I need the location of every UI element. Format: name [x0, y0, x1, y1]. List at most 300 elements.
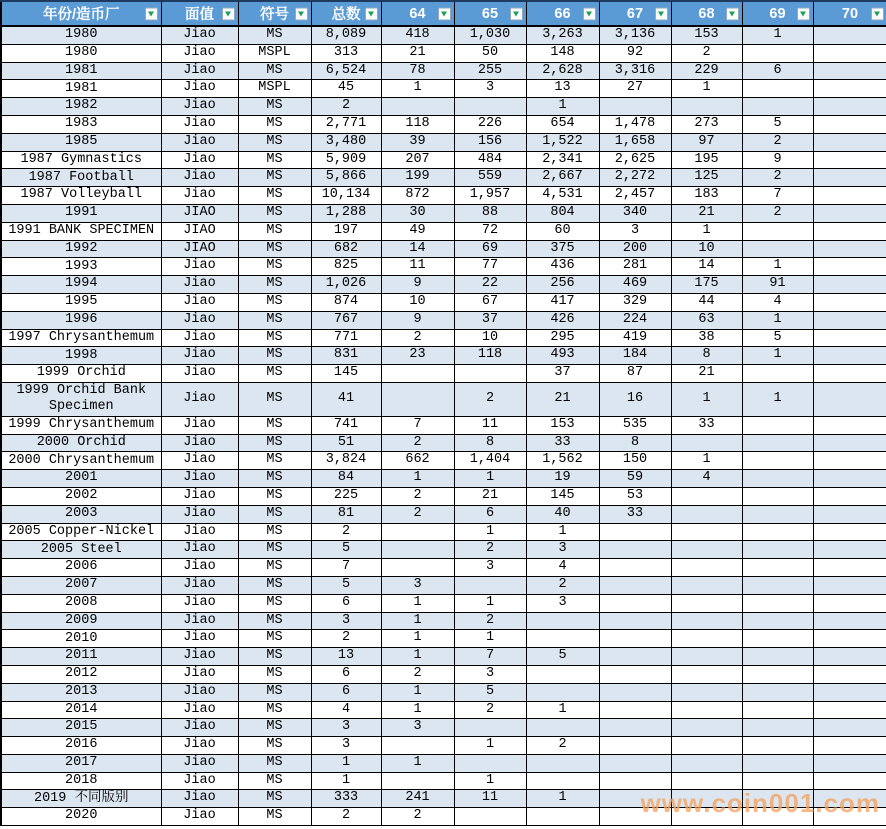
cell[interactable]: Jiao: [161, 434, 238, 452]
cell[interactable]: 87: [599, 365, 671, 383]
cell[interactable]: 3: [381, 576, 454, 594]
cell[interactable]: [813, 790, 886, 808]
cell[interactable]: 53: [599, 487, 671, 505]
cell[interactable]: 1: [671, 452, 742, 470]
cell[interactable]: Jiao: [161, 470, 238, 488]
cell[interactable]: [742, 240, 813, 258]
cell[interactable]: Jiao: [161, 487, 238, 505]
cell[interactable]: 145: [526, 487, 599, 505]
cell[interactable]: [671, 790, 742, 808]
cell[interactable]: MS: [238, 365, 311, 383]
cell[interactable]: Jiao: [161, 559, 238, 577]
cell[interactable]: [599, 754, 671, 772]
cell[interactable]: 419: [599, 329, 671, 347]
cell[interactable]: 1,478: [599, 115, 671, 133]
cell[interactable]: MS: [238, 523, 311, 541]
cell[interactable]: 3: [381, 719, 454, 737]
cell[interactable]: 1: [381, 701, 454, 719]
cell[interactable]: [526, 808, 599, 826]
cell[interactable]: MS: [238, 416, 311, 434]
cell[interactable]: 33: [526, 434, 599, 452]
cell[interactable]: Jiao: [161, 44, 238, 62]
cell[interactable]: 1: [381, 470, 454, 488]
cell[interactable]: [671, 541, 742, 559]
cell[interactable]: [813, 683, 886, 701]
cell[interactable]: [381, 737, 454, 755]
year-mint-cell[interactable]: 2013: [1, 683, 161, 701]
cell[interactable]: [742, 630, 813, 648]
cell[interactable]: 4: [671, 470, 742, 488]
cell[interactable]: [813, 365, 886, 383]
cell[interactable]: [599, 576, 671, 594]
cell[interactable]: [599, 701, 671, 719]
cell[interactable]: MS: [238, 133, 311, 151]
cell[interactable]: MS: [238, 594, 311, 612]
cell[interactable]: 2,667: [526, 169, 599, 187]
cell[interactable]: 148: [526, 44, 599, 62]
cell[interactable]: 2: [526, 737, 599, 755]
cell[interactable]: Jiao: [161, 665, 238, 683]
cell[interactable]: MS: [238, 115, 311, 133]
cell[interactable]: 1: [454, 470, 526, 488]
cell[interactable]: Jiao: [161, 523, 238, 541]
cell[interactable]: MS: [238, 630, 311, 648]
cell[interactable]: 559: [454, 169, 526, 187]
year-mint-cell[interactable]: 1987 Football: [1, 169, 161, 187]
cell[interactable]: 872: [381, 187, 454, 205]
cell[interactable]: 340: [599, 204, 671, 222]
cell[interactable]: 5: [311, 576, 381, 594]
cell[interactable]: JIAO: [161, 222, 238, 240]
cell[interactable]: [454, 754, 526, 772]
cell[interactable]: MS: [238, 151, 311, 169]
cell[interactable]: [742, 808, 813, 826]
cell[interactable]: MSPL: [238, 80, 311, 98]
filter-dropdown-button[interactable]: [655, 7, 668, 20]
cell[interactable]: Jiao: [161, 576, 238, 594]
cell[interactable]: 2: [742, 169, 813, 187]
year-mint-cell[interactable]: 2014: [1, 701, 161, 719]
cell[interactable]: 63: [671, 311, 742, 329]
cell[interactable]: 19: [526, 470, 599, 488]
cell[interactable]: 84: [311, 470, 381, 488]
cell[interactable]: 3: [311, 737, 381, 755]
cell[interactable]: [742, 487, 813, 505]
cell[interactable]: [671, 594, 742, 612]
cell[interactable]: 229: [671, 62, 742, 80]
cell[interactable]: MS: [238, 487, 311, 505]
cell[interactable]: Jiao: [161, 382, 238, 416]
cell[interactable]: Jiao: [161, 365, 238, 383]
cell[interactable]: 5,866: [311, 169, 381, 187]
year-mint-cell[interactable]: 1981: [1, 80, 161, 98]
cell[interactable]: [742, 505, 813, 523]
cell[interactable]: 175: [671, 276, 742, 294]
cell[interactable]: 13: [526, 80, 599, 98]
cell[interactable]: 6,524: [311, 62, 381, 80]
cell[interactable]: 1: [671, 80, 742, 98]
cell[interactable]: [813, 80, 886, 98]
cell[interactable]: 484: [454, 151, 526, 169]
cell[interactable]: [526, 719, 599, 737]
cell[interactable]: 21: [671, 365, 742, 383]
year-mint-cell[interactable]: 2017: [1, 754, 161, 772]
cell[interactable]: Jiao: [161, 808, 238, 826]
cell[interactable]: 767: [311, 311, 381, 329]
cell[interactable]: Jiao: [161, 311, 238, 329]
cell[interactable]: [671, 719, 742, 737]
cell[interactable]: [671, 665, 742, 683]
cell[interactable]: 21: [671, 204, 742, 222]
cell[interactable]: [599, 630, 671, 648]
cell[interactable]: 426: [526, 311, 599, 329]
cell[interactable]: 41: [311, 382, 381, 416]
cell[interactable]: [671, 576, 742, 594]
cell[interactable]: 2,341: [526, 151, 599, 169]
cell[interactable]: [526, 683, 599, 701]
cell[interactable]: 45: [311, 80, 381, 98]
cell[interactable]: [742, 470, 813, 488]
cell[interactable]: [742, 665, 813, 683]
cell[interactable]: MS: [238, 648, 311, 666]
cell[interactable]: [599, 683, 671, 701]
cell[interactable]: MS: [238, 665, 311, 683]
cell[interactable]: [742, 612, 813, 630]
cell[interactable]: 3,263: [526, 26, 599, 44]
cell[interactable]: MS: [238, 204, 311, 222]
cell[interactable]: 3: [311, 719, 381, 737]
cell[interactable]: [813, 98, 886, 116]
cell[interactable]: 1: [742, 311, 813, 329]
cell[interactable]: [742, 683, 813, 701]
year-mint-cell[interactable]: 2007: [1, 576, 161, 594]
cell[interactable]: [813, 311, 886, 329]
year-mint-cell[interactable]: 1996: [1, 311, 161, 329]
year-mint-cell[interactable]: 2002: [1, 487, 161, 505]
cell[interactable]: Jiao: [161, 133, 238, 151]
cell[interactable]: 200: [599, 240, 671, 258]
cell[interactable]: 1: [671, 222, 742, 240]
cell[interactable]: 27: [599, 80, 671, 98]
cell[interactable]: MS: [238, 98, 311, 116]
cell[interactable]: 3: [454, 665, 526, 683]
cell[interactable]: [813, 772, 886, 790]
cell[interactable]: MS: [238, 62, 311, 80]
cell[interactable]: 3: [311, 612, 381, 630]
cell[interactable]: 5: [742, 329, 813, 347]
cell[interactable]: [813, 62, 886, 80]
cell[interactable]: [599, 612, 671, 630]
cell[interactable]: 7: [454, 648, 526, 666]
cell[interactable]: MS: [238, 293, 311, 311]
cell[interactable]: Jiao: [161, 26, 238, 44]
cell[interactable]: 51: [311, 434, 381, 452]
year-mint-cell[interactable]: 1981: [1, 62, 161, 80]
cell[interactable]: 4: [526, 559, 599, 577]
cell[interactable]: [813, 470, 886, 488]
cell[interactable]: [599, 98, 671, 116]
cell[interactable]: [813, 416, 886, 434]
cell[interactable]: [813, 26, 886, 44]
cell[interactable]: MS: [238, 26, 311, 44]
cell[interactable]: [671, 754, 742, 772]
cell[interactable]: Jiao: [161, 790, 238, 808]
year-mint-cell[interactable]: 2001: [1, 470, 161, 488]
cell[interactable]: 207: [381, 151, 454, 169]
filter-dropdown-button[interactable]: [145, 7, 158, 20]
cell[interactable]: 2,625: [599, 151, 671, 169]
cell[interactable]: 60: [526, 222, 599, 240]
cell[interactable]: MS: [238, 541, 311, 559]
cell[interactable]: 13: [311, 648, 381, 666]
cell[interactable]: [742, 541, 813, 559]
cell[interactable]: [813, 719, 886, 737]
cell[interactable]: 417: [526, 293, 599, 311]
cell[interactable]: 40: [526, 505, 599, 523]
cell[interactable]: 33: [599, 505, 671, 523]
cell[interactable]: 771: [311, 329, 381, 347]
cell[interactable]: 8,089: [311, 26, 381, 44]
year-mint-cell[interactable]: 2005 Steel: [1, 541, 161, 559]
cell[interactable]: 21: [454, 487, 526, 505]
cell[interactable]: 535: [599, 416, 671, 434]
cell[interactable]: [813, 737, 886, 755]
cell[interactable]: 2: [454, 701, 526, 719]
cell[interactable]: Jiao: [161, 98, 238, 116]
cell[interactable]: 9: [381, 311, 454, 329]
cell[interactable]: 145: [311, 365, 381, 383]
cell[interactable]: 22: [454, 276, 526, 294]
cell[interactable]: [813, 576, 886, 594]
cell[interactable]: 37: [526, 365, 599, 383]
cell[interactable]: Jiao: [161, 187, 238, 205]
cell[interactable]: Jiao: [161, 594, 238, 612]
cell[interactable]: MS: [238, 808, 311, 826]
cell[interactable]: [742, 416, 813, 434]
cell[interactable]: 1: [742, 382, 813, 416]
cell[interactable]: 375: [526, 240, 599, 258]
cell[interactable]: [742, 365, 813, 383]
year-mint-cell[interactable]: 2009: [1, 612, 161, 630]
cell[interactable]: 1,522: [526, 133, 599, 151]
cell[interactable]: 2: [454, 541, 526, 559]
filter-dropdown-button[interactable]: [583, 7, 596, 20]
cell[interactable]: [454, 98, 526, 116]
cell[interactable]: 6: [311, 594, 381, 612]
cell[interactable]: 874: [311, 293, 381, 311]
cell[interactable]: [381, 559, 454, 577]
cell[interactable]: Jiao: [161, 169, 238, 187]
cell[interactable]: [454, 365, 526, 383]
year-mint-cell[interactable]: 2010: [1, 630, 161, 648]
cell[interactable]: MS: [238, 382, 311, 416]
cell[interactable]: [671, 630, 742, 648]
cell[interactable]: 329: [599, 293, 671, 311]
cell[interactable]: 1,026: [311, 276, 381, 294]
cell[interactable]: [742, 576, 813, 594]
cell[interactable]: 3: [526, 594, 599, 612]
year-mint-cell[interactable]: 2015: [1, 719, 161, 737]
cell[interactable]: 2: [671, 44, 742, 62]
cell[interactable]: 1: [311, 754, 381, 772]
year-mint-cell[interactable]: 2019 不同版别: [1, 790, 161, 808]
cell[interactable]: [813, 701, 886, 719]
cell[interactable]: 6: [454, 505, 526, 523]
cell[interactable]: [813, 276, 886, 294]
cell[interactable]: [671, 772, 742, 790]
cell[interactable]: MS: [238, 576, 311, 594]
cell[interactable]: 1: [526, 790, 599, 808]
cell[interactable]: Jiao: [161, 505, 238, 523]
cell[interactable]: 77: [454, 258, 526, 276]
cell[interactable]: 3: [599, 222, 671, 240]
cell[interactable]: [671, 648, 742, 666]
cell[interactable]: [671, 98, 742, 116]
cell[interactable]: MS: [238, 452, 311, 470]
cell[interactable]: 67: [454, 293, 526, 311]
cell[interactable]: 33: [671, 416, 742, 434]
cell[interactable]: 5: [742, 115, 813, 133]
cell[interactable]: 469: [599, 276, 671, 294]
cell[interactable]: [813, 754, 886, 772]
cell[interactable]: [742, 222, 813, 240]
year-mint-cell[interactable]: 1998: [1, 347, 161, 365]
cell[interactable]: 1: [454, 630, 526, 648]
cell[interactable]: Jiao: [161, 683, 238, 701]
cell[interactable]: MS: [238, 790, 311, 808]
cell[interactable]: 9: [742, 151, 813, 169]
year-mint-cell[interactable]: 1991: [1, 204, 161, 222]
cell[interactable]: [381, 98, 454, 116]
cell[interactable]: 5: [454, 683, 526, 701]
cell[interactable]: 125: [671, 169, 742, 187]
cell[interactable]: 1: [526, 98, 599, 116]
cell[interactable]: 2,272: [599, 169, 671, 187]
cell[interactable]: [599, 772, 671, 790]
cell[interactable]: 3,136: [599, 26, 671, 44]
cell[interactable]: 7: [311, 559, 381, 577]
cell[interactable]: 1: [526, 523, 599, 541]
cell[interactable]: 825: [311, 258, 381, 276]
cell[interactable]: MS: [238, 754, 311, 772]
cell[interactable]: 5,909: [311, 151, 381, 169]
cell[interactable]: Jiao: [161, 754, 238, 772]
cell[interactable]: [599, 790, 671, 808]
cell[interactable]: MSPL: [238, 44, 311, 62]
cell[interactable]: [742, 523, 813, 541]
cell[interactable]: Jiao: [161, 648, 238, 666]
filter-dropdown-button[interactable]: [438, 7, 451, 20]
cell[interactable]: Jiao: [161, 293, 238, 311]
cell[interactable]: 5: [311, 541, 381, 559]
cell[interactable]: MS: [238, 311, 311, 329]
cell[interactable]: [813, 151, 886, 169]
year-mint-cell[interactable]: 1983: [1, 115, 161, 133]
cell[interactable]: 224: [599, 311, 671, 329]
year-mint-cell[interactable]: 1982: [1, 98, 161, 116]
cell[interactable]: MS: [238, 505, 311, 523]
year-mint-cell[interactable]: 1987 Gymnastics: [1, 151, 161, 169]
cell[interactable]: [671, 559, 742, 577]
cell[interactable]: Jiao: [161, 541, 238, 559]
cell[interactable]: [599, 648, 671, 666]
cell[interactable]: [381, 382, 454, 416]
cell[interactable]: Jiao: [161, 772, 238, 790]
cell[interactable]: 11: [454, 790, 526, 808]
cell[interactable]: 92: [599, 44, 671, 62]
cell[interactable]: [599, 737, 671, 755]
cell[interactable]: [381, 541, 454, 559]
cell[interactable]: 88: [454, 204, 526, 222]
cell[interactable]: 30: [381, 204, 454, 222]
filter-dropdown-button[interactable]: [726, 7, 739, 20]
cell[interactable]: 281: [599, 258, 671, 276]
cell[interactable]: 2: [381, 505, 454, 523]
cell[interactable]: [599, 719, 671, 737]
cell[interactable]: MS: [238, 559, 311, 577]
cell[interactable]: 682: [311, 240, 381, 258]
filter-dropdown-button[interactable]: [797, 7, 810, 20]
cell[interactable]: [742, 559, 813, 577]
cell[interactable]: Jiao: [161, 62, 238, 80]
cell[interactable]: [742, 737, 813, 755]
cell[interactable]: 2,628: [526, 62, 599, 80]
cell[interactable]: [599, 808, 671, 826]
cell[interactable]: 184: [599, 347, 671, 365]
cell[interactable]: MS: [238, 683, 311, 701]
cell[interactable]: [813, 630, 886, 648]
cell[interactable]: 3,824: [311, 452, 381, 470]
cell[interactable]: [813, 293, 886, 311]
cell[interactable]: Jiao: [161, 329, 238, 347]
cell[interactable]: 118: [381, 115, 454, 133]
cell[interactable]: [599, 523, 671, 541]
cell[interactable]: 1: [742, 26, 813, 44]
cell[interactable]: [813, 258, 886, 276]
cell[interactable]: 1: [454, 737, 526, 755]
cell[interactable]: [813, 523, 886, 541]
cell[interactable]: [671, 737, 742, 755]
year-mint-cell[interactable]: 1992: [1, 240, 161, 258]
cell[interactable]: MS: [238, 222, 311, 240]
cell[interactable]: [742, 790, 813, 808]
cell[interactable]: [671, 434, 742, 452]
cell[interactable]: 1: [742, 258, 813, 276]
year-mint-cell[interactable]: 2003: [1, 505, 161, 523]
cell[interactable]: 2: [311, 630, 381, 648]
cell[interactable]: 183: [671, 187, 742, 205]
cell[interactable]: [813, 133, 886, 151]
cell[interactable]: Jiao: [161, 701, 238, 719]
cell[interactable]: Jiao: [161, 719, 238, 737]
cell[interactable]: 1: [454, 523, 526, 541]
cell[interactable]: 3: [454, 80, 526, 98]
year-mint-cell[interactable]: 2006: [1, 559, 161, 577]
cell[interactable]: MS: [238, 772, 311, 790]
cell[interactable]: 4: [742, 293, 813, 311]
cell[interactable]: [671, 612, 742, 630]
cell[interactable]: [813, 541, 886, 559]
cell[interactable]: 6: [742, 62, 813, 80]
cell[interactable]: Jiao: [161, 276, 238, 294]
year-mint-cell[interactable]: 2020: [1, 808, 161, 826]
cell[interactable]: 1,658: [599, 133, 671, 151]
cell[interactable]: 8: [454, 434, 526, 452]
year-mint-cell[interactable]: 1999 Orchid: [1, 365, 161, 383]
cell[interactable]: 1,957: [454, 187, 526, 205]
cell[interactable]: 8: [599, 434, 671, 452]
cell[interactable]: [813, 559, 886, 577]
